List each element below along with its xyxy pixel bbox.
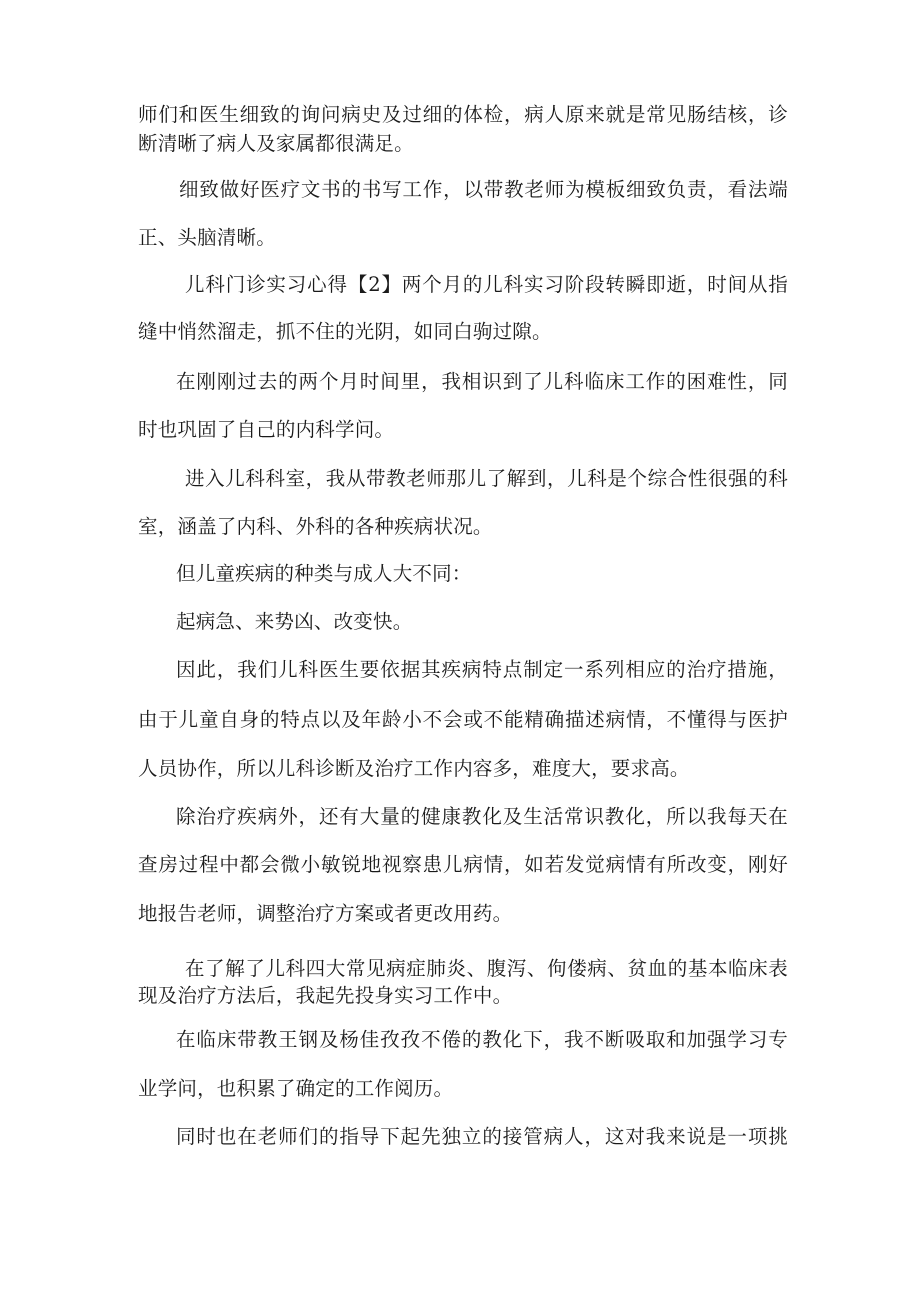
text-line: 起病急、来势凶、改变快。 xyxy=(176,610,413,633)
text-line: 人员协作，所以儿科诊断及治疗工作内容多，难度大，要求高。 xyxy=(138,757,690,780)
text-line: 时也巩固了自己的内科学问。 xyxy=(138,418,395,441)
text-line: 在刚刚过去的两个月时间里，我相识到了儿科临床工作的困难性，同 xyxy=(176,370,788,393)
text-line: 在了解了儿科四大常见病症肺炎、腹泻、佝偻病、贫血的基本临床表 xyxy=(185,957,788,980)
text-line: 室，涵盖了内科、外科的各种疾病状况。 xyxy=(138,515,493,538)
text-line: 师们和医生细致的询问病史及过细的体检，病人原来就是常见肠结核，诊 xyxy=(138,103,788,126)
text-line: 但儿童疾病的种类与成人大不同： xyxy=(176,562,472,585)
text-line: 细致做好医疗文书的书写工作，以带教老师为模板细致负责，看法端 xyxy=(179,178,788,201)
text-line: 地报告老师，调整治疗方案或者更改用药。 xyxy=(138,902,513,925)
text-line: 查房过程中都会微小敏锐地视察患儿病情，如若发觉病情有所改变，刚好 xyxy=(138,853,788,876)
text-line: 同时也在老师们的指导下起先独立的接管病人，这对我来说是一项挑 xyxy=(176,1125,788,1148)
text-line: 在临床带教王钢及杨佳孜孜不倦的教化下，我不断吸取和加强学习专 xyxy=(176,1028,788,1051)
text-line: 除治疗疾病外，还有大量的健康教化及生活常识教化，所以我每天在 xyxy=(176,805,788,828)
text-line: 由于儿童自身的特点以及年龄小不会或不能精确描述病情，不懂得与医护 xyxy=(138,708,788,731)
text-line: 缝中悄然溜走，抓不住的光阴，如同白驹过隙。 xyxy=(138,320,552,343)
text-line: 进入儿科科室，我从带教老师那儿了解到，儿科是个综合性很强的科 xyxy=(185,467,788,490)
text-line: 业学问，也积累了确定的工作阅历。 xyxy=(138,1077,454,1100)
text-line: 正、头脑清晰。 xyxy=(138,226,276,249)
text-line: 儿科门诊实习心得【2】两个月的儿科实习阶段转瞬即逝，时间从指 xyxy=(185,273,788,296)
text-line: 现及治疗方法后，我起先投身实习工作中。 xyxy=(138,984,513,1007)
text-line: 因此，我们儿科医生要依据其疾病特点制定一系列相应的治疗措施， xyxy=(176,658,788,681)
text-line: 断清晰了病人及家属都很满足。 xyxy=(138,132,414,155)
